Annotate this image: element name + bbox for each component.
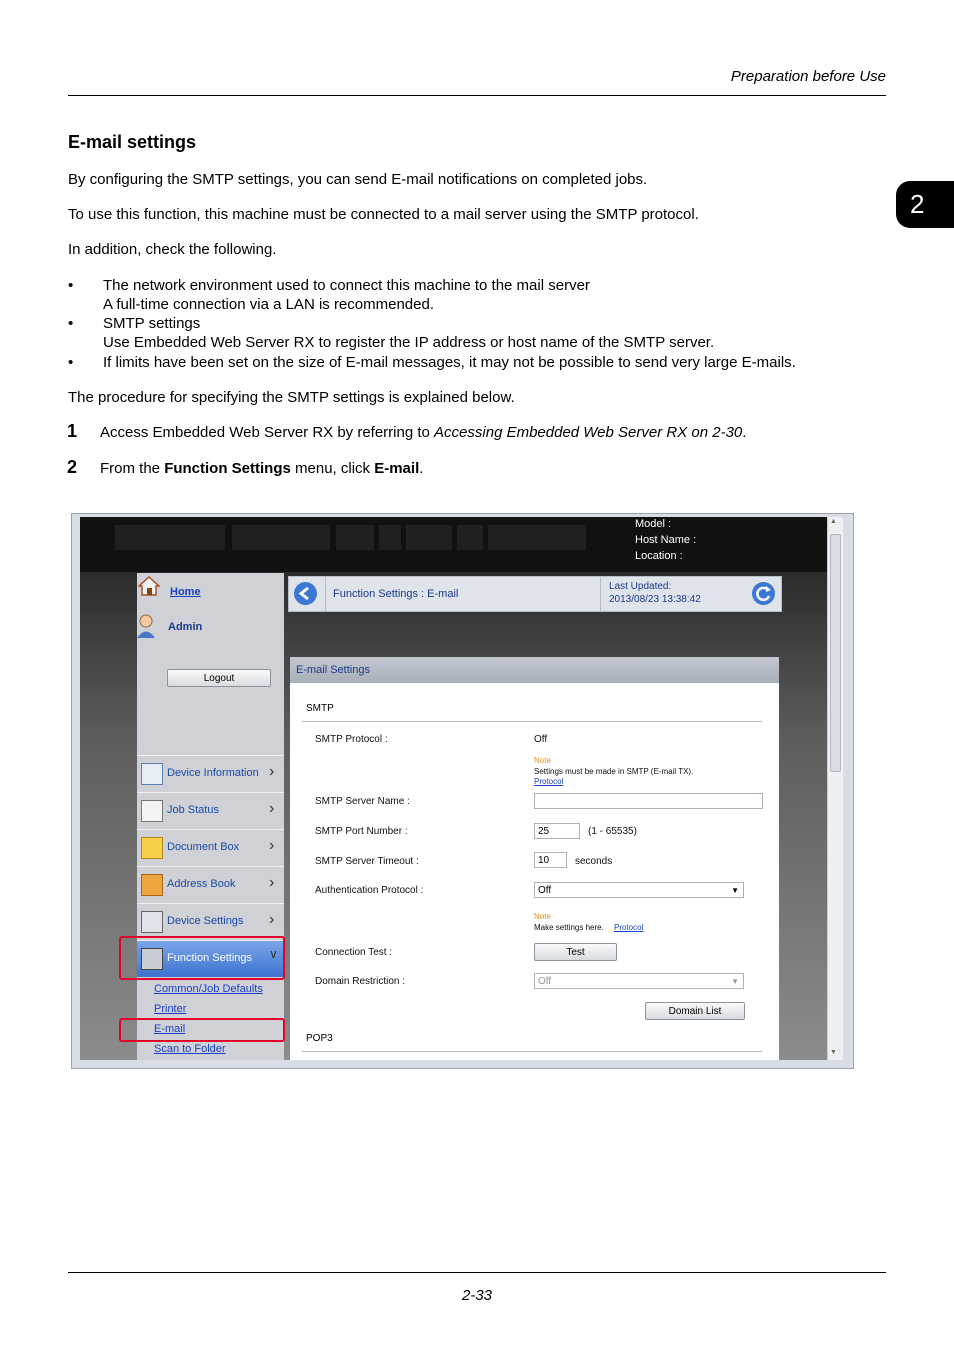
protocol-link[interactable]: Protocol [614,923,644,932]
auth-protocol-label: Authentication Protocol : [315,885,424,896]
page-number: 2-33 [461,1287,493,1304]
pop3-section-title: POP3 [306,1033,333,1044]
admin-label: Admin [168,621,203,633]
breadcrumb: Function Settings : E-mail [333,588,459,600]
bullet-mark: • [68,277,74,294]
smtp-port-label: SMTP Port Number : [315,826,408,837]
home-link[interactable]: Home [170,586,201,598]
bullet-subtext: Use Embedded Web Server RX to register the IP address or host name of the SMTP server. [103,334,715,351]
note-text: Settings must be made in SMTP (E-mail TX). [534,767,694,776]
paragraph: In addition, check the following. [68,241,277,258]
paragraph: To use this function, this machine must be connected to a mail server using the SMTP protocol. [68,206,699,223]
chevron-right-icon: › [269,874,275,891]
sidebar-item-document-box[interactable]: Document Box › [137,829,284,866]
smtp-port-input[interactable]: 25 [534,823,580,839]
device-settings-icon [141,911,163,933]
smtp-timeout-input[interactable]: 10 [534,852,567,868]
procedure-intro: The procedure for specifying the SMTP settings is explained below. [68,389,515,406]
section-title: E-mail settings [68,132,197,152]
scroll-up-icon[interactable]: ▲ [830,518,837,525]
step-text: Access Embedded Web Server RX by referring to Accessing Embedded Web Server RX on 2-30. [100,424,747,441]
step-number: 1 [67,421,78,441]
browser-viewport [80,517,827,1060]
chevron-right-icon: › [269,763,275,780]
sub-link-common-job-defaults[interactable]: Common/Job Defaults [154,983,263,995]
smtp-server-name-label: SMTP Server Name : [315,796,410,807]
chevron-down-icon: ∨ [269,947,278,961]
sub-link-printer[interactable]: Printer [154,1003,187,1015]
smtp-protocol-value: Off [534,734,548,745]
logout-button[interactable]: Logout [167,669,271,687]
sidebar-item-function-settings[interactable]: Function Settings ∨ [137,940,284,977]
running-header: Preparation before Use [730,68,886,85]
bullet-text: If limits have been set on the size of E-mail messages, it may not be possible to send very large E-mails. [103,354,796,371]
breadcrumb-bar [288,576,782,612]
last-updated-label: Last Updated: [609,581,672,592]
sidebar-item-device-settings[interactable]: Device Settings › [137,903,284,940]
sidebar-item-job-status[interactable]: Job Status › [137,792,284,829]
auth-protocol-select[interactable]: Off ▼ [534,882,744,898]
smtp-section-title: SMTP [306,703,334,714]
domain-list-button[interactable]: Domain List [645,1002,745,1020]
domain-restriction-label: Domain Restriction : [315,976,406,987]
chevron-right-icon: › [269,800,275,817]
footer-rule [68,1272,886,1273]
address-book-icon [141,874,163,896]
highlight-email [119,1018,285,1042]
sub-link-email[interactable]: E-mail [154,1023,186,1035]
domain-restriction-select[interactable]: Off ▼ [534,973,744,989]
sidebar-item-device-information[interactable]: Device Information › [137,755,284,792]
chapter-tab: 2 [896,181,954,228]
scrollbar-thumb[interactable] [830,534,841,772]
bullet-text: The network environment used to connect this machine to the mail server [103,277,590,294]
bullet-mark: • [68,315,74,332]
dropdown-arrow-icon: ▼ [731,886,739,895]
highlight-function-settings [119,936,285,980]
bullet-text: SMTP settings [103,315,201,332]
refresh-icon[interactable] [752,582,775,605]
last-updated-value: 2013/08/23 13:38:42 [609,594,701,605]
top-banner [80,517,827,572]
port-range: (1 - 65535) [588,826,637,837]
admin-avatar-icon [135,613,157,639]
note-text: Make settings here. [534,923,604,932]
device-information-icon [141,763,163,785]
bullet-mark: • [68,354,74,371]
note-label: Note [534,912,551,921]
job-status-icon [141,800,163,822]
smtp-timeout-label: SMTP Server Timeout : [315,856,419,867]
test-button[interactable]: Test [534,943,617,961]
back-arrow-icon[interactable] [294,582,317,605]
scroll-down-icon[interactable]: ▼ [830,1049,837,1056]
panel-header: E-mail Settings [290,657,779,683]
web-ui-screenshot [71,513,854,1069]
smtp-protocol-label: SMTP Protocol : [315,734,388,745]
header-rule [68,95,886,96]
timeout-unit: seconds [575,856,613,867]
note-label: Note [534,756,551,765]
dropdown-arrow-icon: ▼ [731,977,739,986]
home-icon[interactable] [138,575,160,597]
connection-test-label: Connection Test : [315,947,393,958]
document-box-icon [141,837,163,859]
sub-link-scan-to-folder[interactable]: Scan to Folder [154,1043,226,1055]
sidebar-item-address-book[interactable]: Address Book › [137,866,284,903]
model-label: Model : [635,518,672,530]
bullet-subtext: A full-time connection via a LAN is recommended. [103,296,434,313]
paragraph: By configuring the SMTP settings, you can send E-mail notifications on completed jobs. [68,171,648,188]
step-text: From the Function Settings menu, click E-mail. [100,460,424,477]
protocol-link[interactable]: Protocol [534,777,564,786]
chevron-right-icon: › [269,837,275,854]
chevron-right-icon: › [269,911,275,928]
step-number: 2 [67,457,78,477]
host-name-label: Host Name : [635,534,697,546]
smtp-server-name-input[interactable] [534,793,763,809]
location-label: Location : [635,550,683,562]
